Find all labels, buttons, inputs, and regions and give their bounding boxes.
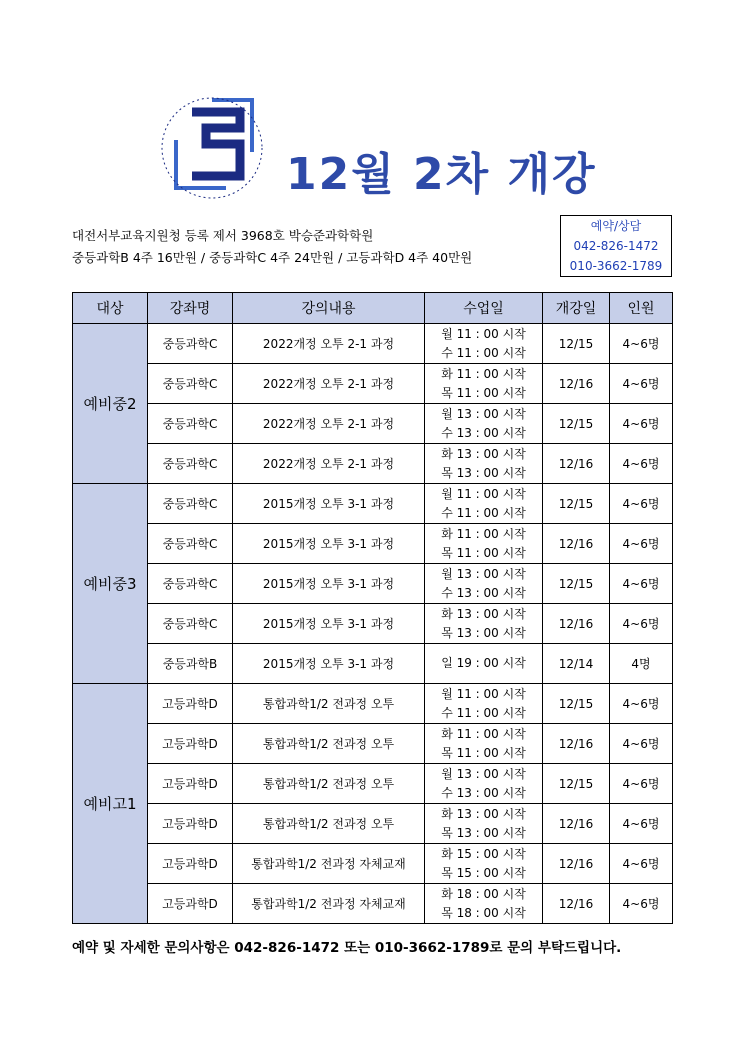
class-time: 일 19 : 00 시작 (441, 656, 526, 670)
start-date-cell: 12/16 (543, 844, 610, 884)
class-time: 수 13 : 00 시작 (441, 785, 526, 800)
capacity-cell: 4~6명 (610, 524, 673, 564)
class-time: 화 11 : 00 시작 (441, 526, 526, 541)
class-time: 목 15 : 00 시작 (441, 865, 526, 880)
content-cell: 통합과학1/2 전과정 오투 (233, 724, 425, 764)
course-cell: 중등과학B (148, 644, 233, 684)
class-time: 수 11 : 00 시작 (441, 345, 526, 360)
class-time: 수 13 : 00 시작 (441, 585, 526, 600)
days-cell (425, 684, 543, 724)
class-time: 화 11 : 00 시작 (441, 726, 526, 741)
capacity-cell: 4~6명 (610, 364, 673, 404)
header-capacity: 인원 (610, 293, 673, 324)
class-time: 화 13 : 00 시작 (441, 606, 526, 621)
content-cell: 2015개정 오투 3-1 과정 (233, 644, 425, 684)
contact-label: 예약/상담 (590, 219, 642, 233)
days-cell (425, 444, 543, 484)
course-cell: 중등과학C (148, 564, 233, 604)
capacity-cell: 4~6명 (610, 684, 673, 724)
days-cell (425, 484, 543, 524)
class-time: 월 13 : 00 시작 (441, 766, 526, 781)
days-cell (425, 324, 543, 364)
table-row (73, 404, 673, 444)
content-cell: 2015개정 오투 3-1 과정 (233, 604, 425, 644)
class-time: 월 11 : 00 시작 (441, 686, 526, 701)
content-cell: 2022개정 오투 2-1 과정 (233, 364, 425, 404)
content-cell: 통합과학1/2 전과정 자체교재 (233, 884, 425, 924)
start-date-cell: 12/15 (543, 404, 610, 444)
class-time: 목 13 : 00 시작 (441, 465, 526, 480)
days-cell (425, 404, 543, 444)
days-cell (425, 604, 543, 644)
group-label: 예비고1 (73, 684, 148, 924)
table-row (73, 724, 673, 764)
contact-phone-1: 042-826-1472 (573, 239, 659, 253)
academy-info (72, 225, 472, 269)
start-date-cell: 12/15 (543, 684, 610, 724)
table-row (73, 524, 673, 564)
course-cell: 중등과학C (148, 324, 233, 364)
capacity-cell: 4~6명 (610, 804, 673, 844)
registration-line: 대전서부교육지원청 등록 제서 3968호 박승준과학학원 (72, 228, 374, 243)
class-time: 목 11 : 00 시작 (441, 745, 526, 760)
class-time: 월 13 : 00 시작 (441, 566, 526, 581)
class-time: 월 13 : 00 시작 (441, 406, 526, 421)
table-row (73, 564, 673, 604)
table-row (73, 764, 673, 804)
group-label: 예비중3 (73, 484, 148, 684)
course-cell: 고등과학D (148, 804, 233, 844)
start-date-cell: 12/16 (543, 884, 610, 924)
logo-cube-icon (156, 92, 268, 204)
capacity-cell: 4~6명 (610, 764, 673, 804)
capacity-cell: 4~6명 (610, 604, 673, 644)
course-cell: 고등과학D (148, 724, 233, 764)
header-start-date: 개강일 (543, 293, 610, 324)
course-cell: 중등과학C (148, 524, 233, 564)
class-time: 수 11 : 00 시작 (441, 705, 526, 720)
days-cell (425, 564, 543, 604)
table-header-row (73, 293, 673, 324)
class-time: 화 11 : 00 시작 (441, 366, 526, 381)
days-cell (425, 644, 543, 684)
content-cell: 2022개정 오투 2-1 과정 (233, 404, 425, 444)
course-cell: 중등과학C (148, 404, 233, 444)
class-time: 목 13 : 00 시작 (441, 825, 526, 840)
table-row (73, 844, 673, 884)
class-time: 수 11 : 00 시작 (441, 505, 526, 520)
course-cell: 고등과학D (148, 844, 233, 884)
start-date-cell: 12/16 (543, 444, 610, 484)
days-cell (425, 764, 543, 804)
start-date-cell: 12/16 (543, 804, 610, 844)
course-cell: 고등과학D (148, 684, 233, 724)
start-date-cell: 12/15 (543, 484, 610, 524)
header-target: 대상 (73, 293, 148, 324)
days-cell (425, 724, 543, 764)
schedule-table (72, 292, 673, 924)
content-cell: 통합과학1/2 전과정 오투 (233, 764, 425, 804)
content-cell: 2015개정 오투 3-1 과정 (233, 484, 425, 524)
course-cell: 중등과학C (148, 484, 233, 524)
days-cell (425, 364, 543, 404)
capacity-cell: 4~6명 (610, 444, 673, 484)
course-cell: 중등과학C (148, 604, 233, 644)
start-date-cell: 12/15 (543, 764, 610, 804)
course-cell: 고등과학D (148, 884, 233, 924)
table-row (73, 364, 673, 404)
table-row (73, 324, 673, 364)
start-date-cell: 12/15 (543, 324, 610, 364)
start-date-cell: 12/15 (543, 564, 610, 604)
contact-phone-2: 010-3662-1789 (569, 259, 663, 273)
class-time: 화 13 : 00 시작 (441, 806, 526, 821)
course-cell: 중등과학C (148, 364, 233, 404)
table-row (73, 884, 673, 924)
start-date-cell: 12/14 (543, 644, 610, 684)
class-time: 화 18 : 00 시작 (441, 886, 526, 901)
content-cell: 2022개정 오투 2-1 과정 (233, 324, 425, 364)
class-time: 목 18 : 00 시작 (441, 905, 526, 920)
capacity-cell: 4~6명 (610, 484, 673, 524)
days-cell (425, 524, 543, 564)
table-row (73, 684, 673, 724)
table-row (73, 804, 673, 844)
capacity-cell: 4명 (610, 644, 673, 684)
class-time: 수 13 : 00 시작 (441, 425, 526, 440)
table-row (73, 644, 673, 684)
page-title: 12월 2차 개강 (286, 149, 597, 200)
class-time: 월 11 : 00 시작 (441, 486, 526, 501)
contact-box (560, 215, 672, 277)
capacity-cell: 4~6명 (610, 724, 673, 764)
class-time: 목 11 : 00 시작 (441, 385, 526, 400)
capacity-cell: 4~6명 (610, 884, 673, 924)
start-date-cell: 12/16 (543, 604, 610, 644)
content-cell: 2015개정 오투 3-1 과정 (233, 564, 425, 604)
header-content: 강의내용 (233, 293, 425, 324)
capacity-cell: 4~6명 (610, 404, 673, 444)
start-date-cell: 12/16 (543, 524, 610, 564)
class-time: 화 13 : 00 시작 (441, 446, 526, 461)
class-time: 목 13 : 00 시작 (441, 625, 526, 640)
header-days: 수업일 (425, 293, 543, 324)
days-cell (425, 844, 543, 884)
course-cell: 중등과학C (148, 444, 233, 484)
capacity-cell: 4~6명 (610, 844, 673, 884)
capacity-cell: 4~6명 (610, 324, 673, 364)
class-time: 월 11 : 00 시작 (441, 326, 526, 341)
header-course: 강좌명 (148, 293, 233, 324)
content-cell: 2015개정 오투 3-1 과정 (233, 524, 425, 564)
class-time: 화 15 : 00 시작 (441, 846, 526, 861)
content-cell: 통합과학1/2 전과정 자체교재 (233, 844, 425, 884)
content-cell: 통합과학1/2 전과정 오투 (233, 684, 425, 724)
content-cell: 통합과학1/2 전과정 오투 (233, 804, 425, 844)
course-cell: 고등과학D (148, 764, 233, 804)
capacity-cell: 4~6명 (610, 564, 673, 604)
price-line: 중등과학B 4주 16만원 / 중등과학C 4주 24만원 / 고등과학D 4주 40만원 (72, 250, 473, 265)
table-row (73, 604, 673, 644)
days-cell (425, 804, 543, 844)
days-cell (425, 884, 543, 924)
start-date-cell: 12/16 (543, 364, 610, 404)
academy-logo (156, 92, 268, 204)
footer-notice: 예약 및 자세한 문의사항은 042-826-1472 또는 010-3662-1789로 문의 부탁드립니다. (72, 940, 622, 956)
table-row (73, 484, 673, 524)
content-cell: 2022개정 오투 2-1 과정 (233, 444, 425, 484)
group-label: 예비중2 (73, 324, 148, 484)
start-date-cell: 12/16 (543, 724, 610, 764)
table-row (73, 444, 673, 484)
class-time: 목 11 : 00 시작 (441, 545, 526, 560)
